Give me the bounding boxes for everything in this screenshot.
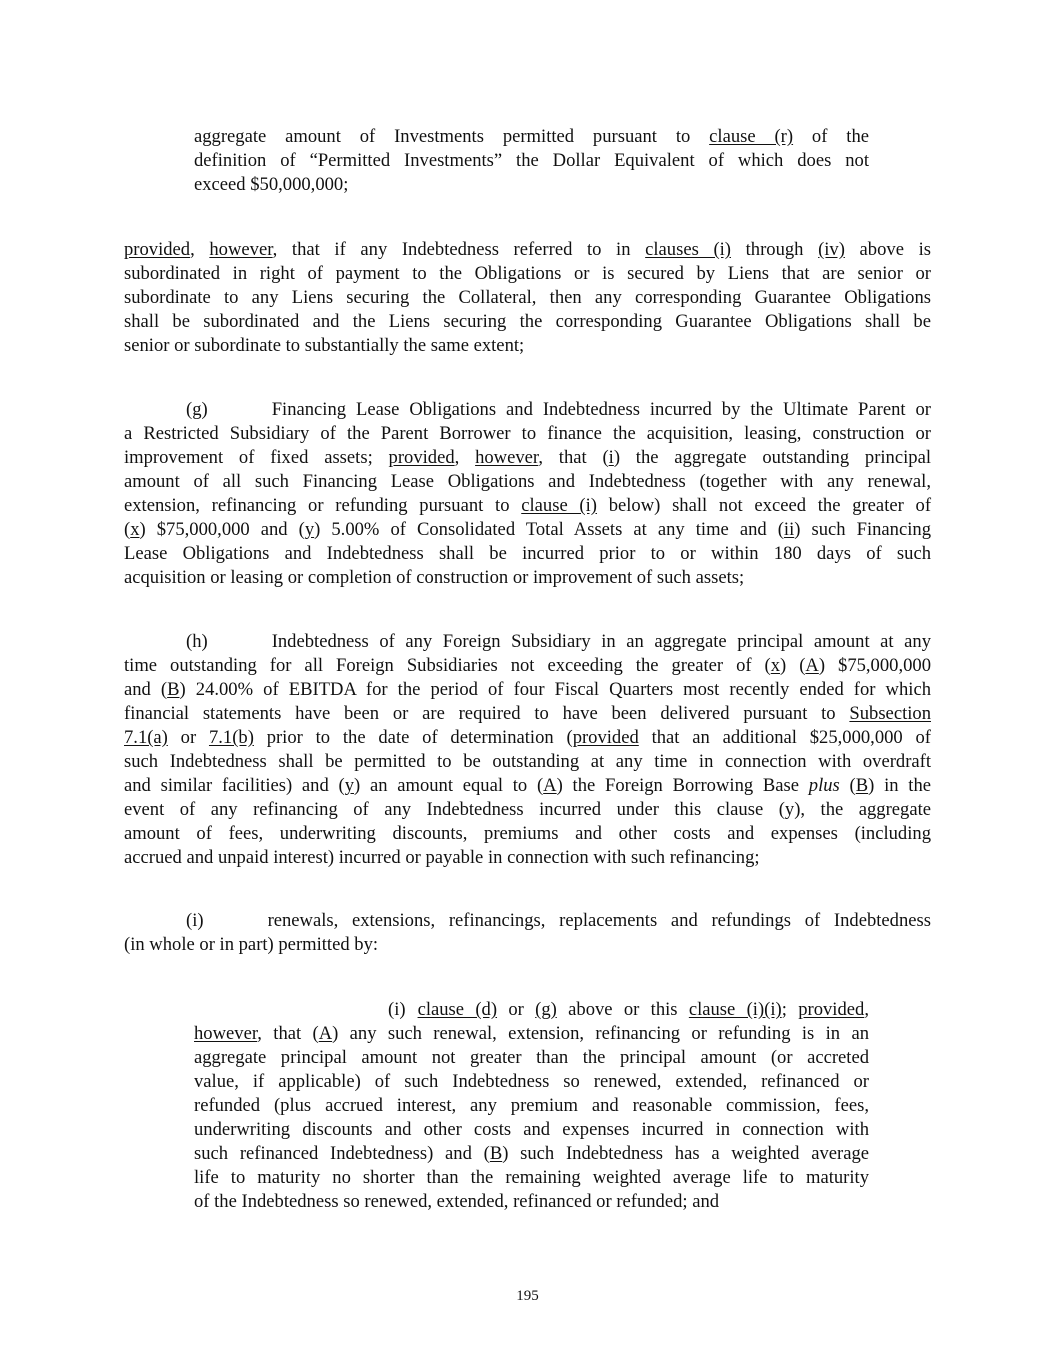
cross-reference: y bbox=[344, 775, 355, 796]
cross-reference: provided bbox=[124, 239, 191, 260]
cross-reference: provided bbox=[572, 727, 639, 748]
cross-reference: (g) bbox=[535, 999, 557, 1020]
text-line: acquisition or leasing or completion of construction or improvement of such assets; bbox=[124, 567, 745, 588]
cross-reference: clause (d) bbox=[417, 999, 498, 1020]
cross-reference: 7.1(b) bbox=[208, 727, 254, 748]
text-line: subordinated in right of payment to the Obligations or is secured by Liens that are senior or bbox=[124, 263, 931, 284]
cross-reference: however bbox=[209, 239, 273, 260]
text-line: subordinate to any Liens securing the Collateral, then any corresponding Guarantee Obligations bbox=[124, 287, 931, 308]
paragraph-clause-g bbox=[124, 398, 931, 590]
cross-reference: clause (r) bbox=[709, 126, 794, 147]
clause-label: (g) bbox=[186, 399, 208, 420]
text-line: such refinanced Indebtedness) and (B) such Indebtedness has a weighted average bbox=[194, 1143, 870, 1164]
text-line: definition of “Permitted Investments” the Dollar Equivalent of which does not bbox=[194, 150, 869, 171]
text-line: (i) clause (d) or (g) above or this clause (i)(i); provided, bbox=[388, 999, 869, 1020]
emphasis: plus bbox=[808, 775, 840, 796]
cross-reference: ii bbox=[783, 519, 795, 540]
paragraph-clause-i bbox=[124, 909, 931, 957]
text-line: exceed $50,000,000; bbox=[194, 174, 349, 195]
text-line: however, that (A) any such renewal, extension, refinancing or refunding is in an bbox=[194, 1023, 869, 1044]
text-line: aggregate amount of Investments permitted pursuant to clause (r) of the bbox=[194, 126, 869, 147]
text-line: (i) renewals, extensions, refinancings, replacements and refundings of Indebtedness bbox=[186, 910, 931, 931]
cross-reference: clauses (i) bbox=[645, 239, 731, 260]
cross-reference: x bbox=[130, 519, 140, 540]
text-line: value, if applicable) of such Indebtedness so renewed, extended, refinanced or bbox=[194, 1071, 869, 1092]
text-line: Lease Obligations and Indebtedness shall be incurred prior to or within 180 days of such bbox=[124, 543, 931, 564]
cross-reference: provided bbox=[798, 999, 865, 1020]
clause-label: (i) bbox=[186, 910, 204, 931]
text-line: accrued and unpaid interest) incurred or payable in connection with such refinancing; bbox=[124, 847, 760, 868]
paragraph-provided-however bbox=[124, 238, 931, 358]
cross-reference: A bbox=[543, 775, 557, 796]
cross-reference: however bbox=[475, 447, 539, 468]
text-line: provided, however, that if any Indebtedness referred to in clauses (i) through (iv) above is bbox=[124, 239, 931, 260]
cross-reference: provided bbox=[388, 447, 455, 468]
paragraph-clause-i-i bbox=[194, 998, 869, 1214]
text-line: (h) Indebtedness of any Foreign Subsidiary in an aggregate principal amount at any bbox=[186, 631, 931, 652]
text-line: event of any refinancing of any Indebtedness incurred under this clause (y), the aggregate bbox=[124, 799, 931, 820]
text-line: life to maturity no shorter than the remaining weighted average life to maturity bbox=[194, 1167, 869, 1188]
paragraph-clause-h bbox=[124, 630, 931, 870]
text-line: of the Indebtedness so renewed, extended, refinanced or refunded; and bbox=[194, 1191, 720, 1212]
text-line: underwriting discounts and other costs and expenses incurred in connection with bbox=[194, 1119, 869, 1140]
cross-reference: y bbox=[304, 519, 315, 540]
paragraph-investments-continuation bbox=[194, 125, 869, 197]
cross-reference: however bbox=[194, 1023, 258, 1044]
text-line: time outstanding for all Foreign Subsidiaries not exceeding the greater of (x) (A) $75,000,000 bbox=[124, 655, 931, 676]
text-line: (in whole or in part) permitted by: bbox=[124, 934, 379, 955]
cross-reference: A bbox=[318, 1023, 333, 1044]
text-line: amount of all such Financing Lease Obligations and Indebtedness (together with any renewal, bbox=[124, 471, 931, 492]
page-number: 195 bbox=[516, 1288, 539, 1304]
text-line: and (B) 24.00% of EBITDA for the period of four Fiscal Quarters most recently ended for which bbox=[124, 679, 931, 700]
cross-reference: x bbox=[770, 655, 781, 676]
text-line: a Restricted Subsidiary of the Parent Borrower to finance the acquisition, leasing, construction or bbox=[124, 423, 931, 444]
cross-reference: A bbox=[805, 655, 819, 676]
cross-reference: B bbox=[489, 1143, 503, 1164]
text-line: refunded (plus accrued interest, any premium and reasonable commission, fees, bbox=[194, 1095, 869, 1116]
text-line: aggregate principal amount not greater than the principal amount (or accreted bbox=[194, 1047, 869, 1068]
cross-reference: Subsection bbox=[849, 703, 931, 724]
cross-reference: B bbox=[855, 775, 869, 796]
clause-label: (h) bbox=[186, 631, 208, 652]
text-line: (g) Financing Lease Obligations and Indebtedness incurred by the Ultimate Parent or bbox=[186, 399, 931, 420]
cross-reference: (iv) bbox=[818, 239, 845, 260]
text-line: (x) $75,000,000 and (y) 5.00% of Consolidated Total Assets at any time and (ii) such Financing bbox=[124, 519, 931, 540]
text-line: improvement of fixed assets; provided, however, that (i) the aggregate outstanding principal bbox=[124, 447, 931, 468]
text-line: such Indebtedness shall be permitted to be outstanding at any time in connection with overdraft bbox=[124, 751, 931, 772]
text-line: financial statements have been or are required to have been delivered pursuant to Subsection bbox=[124, 703, 931, 724]
cross-reference: B bbox=[167, 679, 180, 700]
text-line: shall be subordinated and the Liens securing the corresponding Guarantee Obligations shall be bbox=[124, 311, 931, 332]
cross-reference: clause (i)(i) bbox=[688, 999, 782, 1020]
text-line: and similar facilities) and (y) an amount equal to (A) the Foreign Borrowing Base plus (B) in the bbox=[124, 775, 931, 796]
text-line: amount of fees, underwriting discounts, premiums and other costs and expenses (including bbox=[124, 823, 931, 844]
clause-label: (i) bbox=[388, 999, 406, 1020]
text-line: 7.1(a) or 7.1(b) prior to the date of determination (provided that an additional $25,000,000 of bbox=[124, 727, 931, 748]
cross-reference: clause (i) bbox=[521, 495, 597, 516]
text-line: extension, refinancing or refunding pursuant to clause (i) below) shall not exceed the greater of bbox=[124, 495, 932, 516]
cross-reference: i bbox=[608, 447, 614, 468]
text-line: senior or subordinate to substantially the same extent; bbox=[124, 335, 525, 356]
cross-reference: 7.1(a) bbox=[124, 727, 168, 748]
